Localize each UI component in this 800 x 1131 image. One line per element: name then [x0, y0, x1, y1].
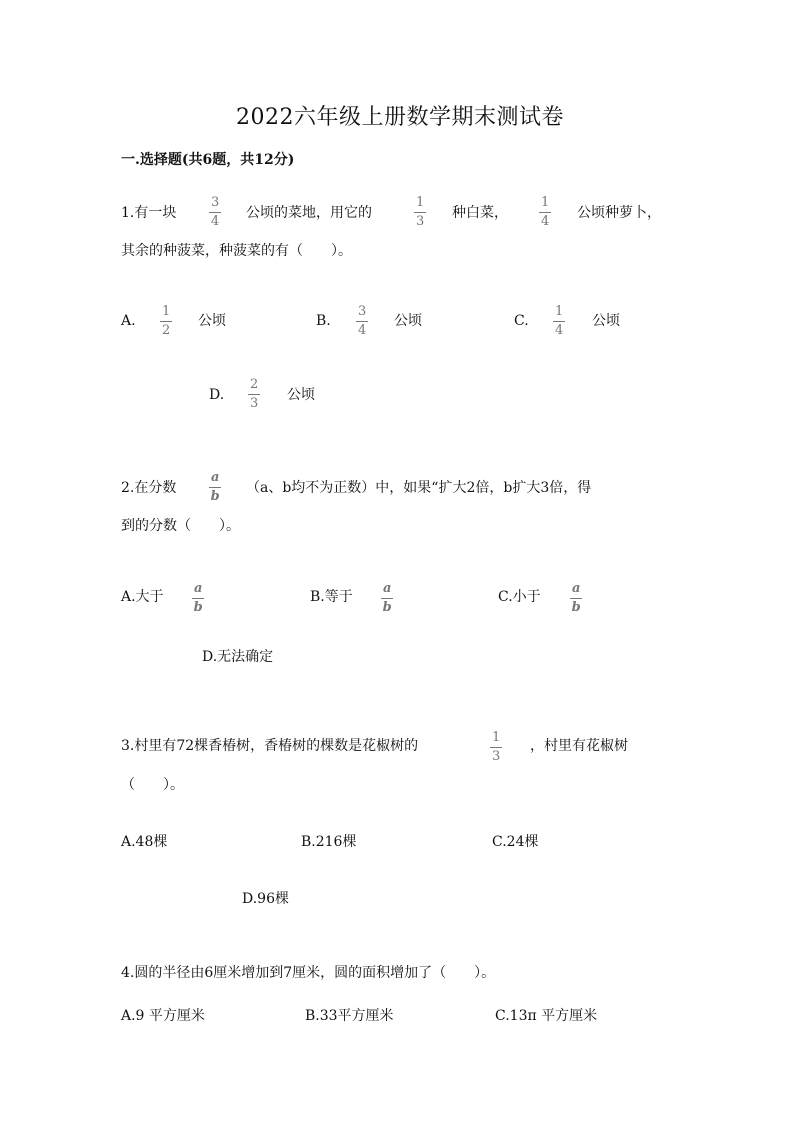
- q2-text-part2: （a、b均不为正数）中，如果“扩大2倍，b扩大3倍，得: [246, 480, 592, 496]
- q1-option-c-fraction: $\frac{1}{4}$: [555, 304, 564, 338]
- q4-option-a[interactable]: A.9 平方厘米: [121, 1008, 205, 1024]
- q3-option-d[interactable]: D.96棵: [242, 891, 289, 907]
- q3-option-b[interactable]: B.216棵: [301, 834, 357, 850]
- q3-text-part1: 3.村里有72棵香椿树，香椿树的棵数是花椒树的: [121, 738, 419, 754]
- q2-option-d[interactable]: D.无法确定: [202, 649, 274, 665]
- q3-text-line2: （ ）。: [121, 777, 184, 793]
- q3-option-a[interactable]: A.48棵: [121, 834, 168, 850]
- q1-option-b-fraction: $\frac{3}{4}$: [358, 304, 367, 338]
- q4-text: 4.圆的半径由6厘米增加到7厘米，圆的面积增加了（ ）。: [121, 965, 496, 981]
- q1-option-a-fraction: $\frac{1}{2}$: [162, 304, 171, 338]
- q2-fraction-1: $\frac{a}{b}$: [210, 470, 220, 504]
- q1-text-part1: 1.有一块: [121, 205, 177, 221]
- q2-option-c-fraction: $\frac{a}{b}$: [571, 581, 581, 615]
- q4-option-b[interactable]: B.33平方厘米: [305, 1008, 394, 1024]
- q2-option-b-fraction: $\frac{a}{b}$: [382, 581, 392, 615]
- q1-text-part2: 公顷的菜地，用它的: [246, 205, 372, 221]
- q1-text-part4: 公顷种萝卜，: [577, 205, 661, 221]
- q2-text-line2: 到的分数（ ）。: [121, 518, 240, 534]
- q3-fraction-1: $\frac{1}{3}$: [492, 730, 501, 764]
- q4-option-c[interactable]: C.13π 平方厘米: [495, 1008, 598, 1024]
- q3-option-c[interactable]: C.24棵: [492, 834, 539, 850]
- q1-fraction-2: $\frac{1}{3}$: [416, 195, 425, 229]
- q1-fraction-1: $\frac{3}{4}$: [211, 195, 220, 229]
- q2-option-a-fraction: $\frac{a}{b}$: [193, 581, 203, 615]
- q3-text-part2: ，村里有花椒树: [530, 738, 628, 754]
- q1-text-part3: 种白菜，: [452, 205, 508, 221]
- q1-text-line2: 其余的种菠菜，种菠菜的有（ ）。: [121, 243, 352, 259]
- q1-option-d-fraction: $\frac{2}{3}$: [250, 377, 259, 411]
- page-title: 2022六年级上册数学期末测试卷: [236, 105, 564, 130]
- section-heading: 一.选择题(共6题，共12分): [121, 152, 295, 168]
- q2-text-part1: 2.在分数: [121, 480, 177, 496]
- q1-fraction-3: $\frac{1}{4}$: [541, 195, 550, 229]
